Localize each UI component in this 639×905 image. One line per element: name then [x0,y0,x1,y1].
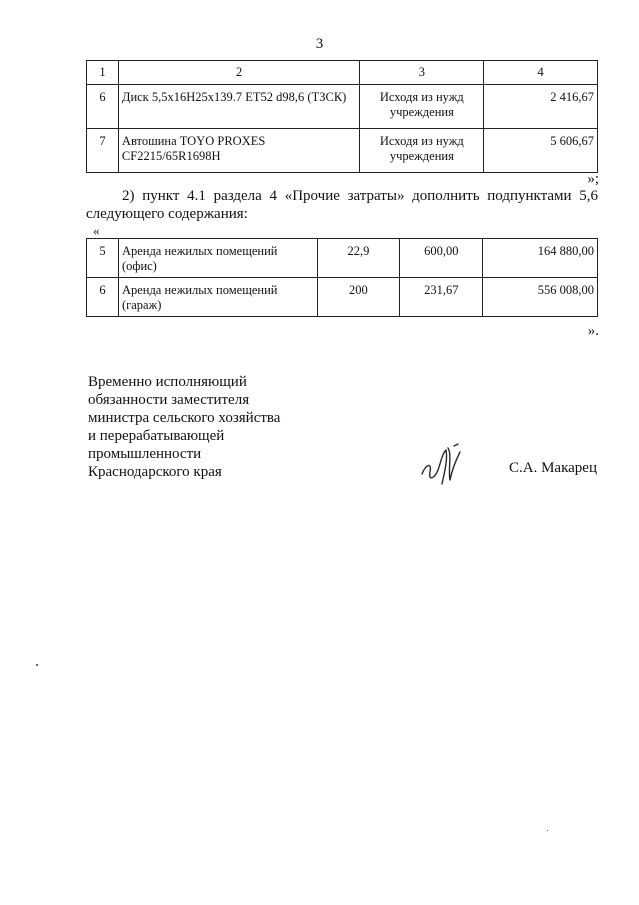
signatory-title [88,373,280,481]
header-cell: 1 [87,61,119,85]
item-name: Аренда нежилых помещений (гараж) [118,278,317,317]
scan-speck [36,664,38,666]
scan-speck [547,830,548,831]
item-quantity: 200 [317,278,400,317]
table-row [87,239,598,278]
item-name: Аренда нежилых помещений (офис) [118,239,317,278]
table-row [87,85,598,129]
amendment-paragraph: 2) пункт 4.1 раздела 4 «Прочие затраты» дополнить подпунктами 5,6 следующего содержания: [86,188,598,222]
item-total: 556 008,00 [483,278,598,317]
rent-table [86,238,598,317]
table-row [87,278,598,317]
item-amount: 2 416,67 [484,85,598,129]
table-row [87,129,598,173]
item-price: 600,00 [400,239,483,278]
signatory-title-line: Краснодарского края [88,464,222,480]
table2-closing-mark: ». [587,323,599,339]
signatory-title-line: Временно исполняющий [88,374,247,390]
header-cell: 3 [360,61,484,85]
item-price: 231,67 [400,278,483,317]
item-name: Автошина TOYO PROXES CF2215/65R1698H [118,129,360,173]
item-amount: 5 606,67 [484,129,598,173]
signatory-title-line: и перерабатывающей [88,428,225,444]
signatory-title-line: обязанности заместителя [88,392,250,408]
page-number: 3 [315,36,324,52]
row-number: 5 [87,239,119,278]
handwritten-signature [418,440,470,490]
row-number: 6 [87,85,119,129]
row-number: 6 [87,278,119,317]
item-basis: Исходя из нужд учреждения [360,85,484,129]
item-total: 164 880,00 [483,239,598,278]
signatory-title-line: промышленности [88,446,202,462]
table2-opening-mark: « [93,223,100,238]
item-basis: Исходя из нужд учреждения [360,129,484,173]
header-cell: 2 [118,61,360,85]
row-number: 7 [87,129,119,173]
table1-closing-mark: »; [587,171,599,187]
header-cell: 4 [484,61,598,85]
items-table [86,60,598,173]
signatory-name: С.А. Макарец [509,460,597,476]
item-quantity: 22,9 [317,239,400,278]
item-name: Диск 5,5x16H25x139.7 ET52 d98,6 (ТЗСК) [118,85,360,129]
signatory-title-line: министра сельского хозяйства [88,410,281,426]
table-header-row [87,61,598,85]
